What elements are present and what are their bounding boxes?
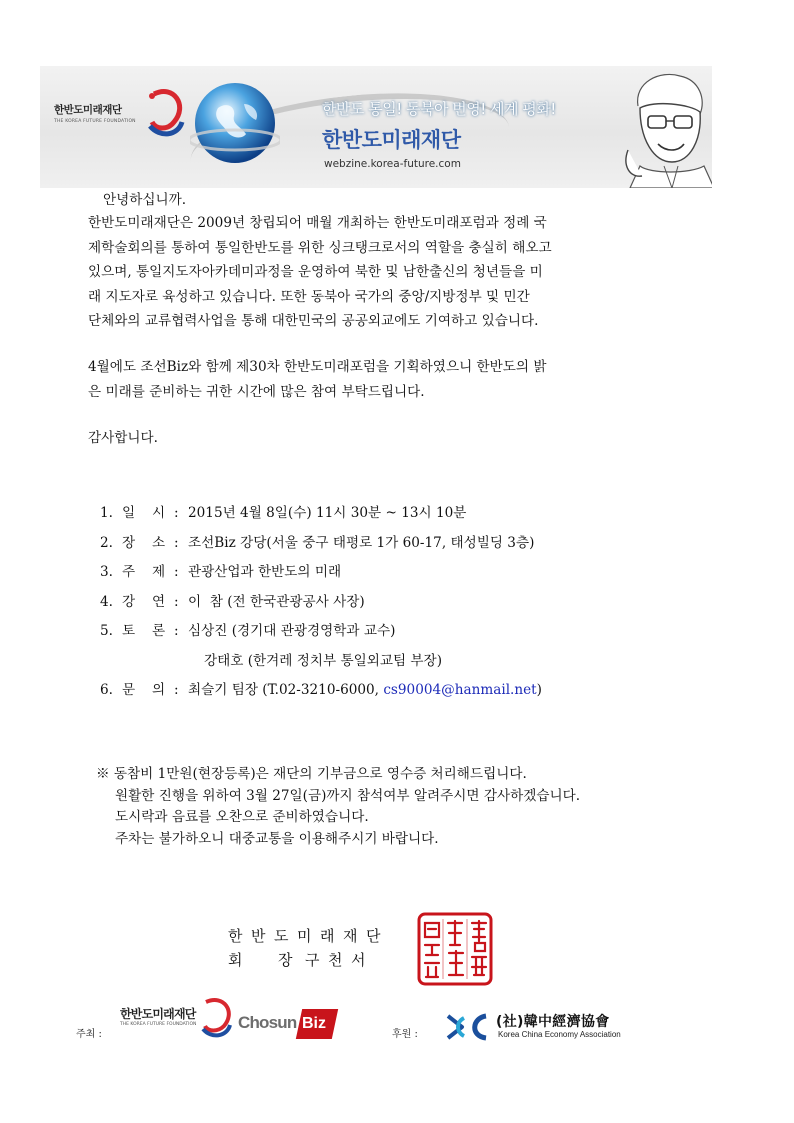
logo-subtitle: THE KOREA FUTURE FOUNDATION [54,119,136,124]
logo-taeguk-icon [144,86,186,142]
signature-title: 회 장 구천서 [228,948,389,972]
intro-line: 래 지도자로 육성하고 있습니다. 또한 동북아 국가의 중앙/지방정부 및 민간 [88,288,530,305]
kcea-logo [446,1010,656,1044]
notes-block [96,764,580,850]
chairman-caricature-icon [620,70,712,188]
detail-row-topic: 3. 주 제 : 관광산업과 한반도의 미래 [100,564,342,580]
banner-foundation-name: 한반도미래재단 [322,128,461,152]
signature-name: 구천서 [305,951,374,969]
chosun-text: Chosun [238,1013,297,1032]
detail-contact-value: 최슬기 팀장 (T.02-3210-6000, [188,682,384,698]
host-label: 주최 : [76,1029,102,1040]
detail-row-date: 1. 일 시 : 2015년 4월 8일(수) 11시 30분 ~ 13시 10분 [100,505,467,521]
banner-url[interactable]: webzine.korea-future.com [324,158,461,170]
kcea-emblem-icon [446,1012,492,1042]
detail-row-venue: 2. 장 소 : 조선Biz 강당(서울 중구 태평로 1가 60-17, 태성빌딩 3층) [100,534,535,551]
detail-date-value: 2015년 4월 8일(수) 11시 30분 ~ 13시 10분 [188,505,467,521]
note-line: 도시락과 음료를 오찬으로 준비하였습니다. [115,809,369,825]
logo-text: 한반도미래재단 [54,104,122,116]
signature-block [228,924,389,972]
note-line: 원활한 진행을 위하여 3월 27일(금)까지 참석여부 알려주시면 감사하겠습니다. [115,787,581,804]
event-details-list [100,501,542,708]
intro-line: 제학술회의를 통하여 통일한반도를 위한 싱크탱크로서의 역할을 충실히 해오고 [88,239,552,256]
detail-row-speaker: 4. 강 연 : 이 참 (전 한국관광공사 사장) [100,593,365,610]
intro-line: 있으며, 통일지도자아카데미과정을 운영하여 북한 및 남한출신의 청년들을 미 [88,264,543,280]
chosun-biz-badge: Biz [296,1009,338,1039]
note-line: 주차는 불가하오니 대중교통을 이용해주시기 바랍니다. [115,830,439,847]
greeting: 안녕하십니까. [103,192,187,208]
closing-thanks: 감사합니다. [88,430,158,446]
detail-row-discussant-2 [100,649,542,679]
header-banner [40,66,712,188]
detail-row-discussion: 5. 토 론 : 심상진 (경기대 관광경영학과 교수) [100,623,396,639]
invitation-line: 4월에도 조선Biz와 함께 제30차 한반도미래포럼을 기획하였으니 한반도의 밝 [88,359,547,375]
foundation-logo [54,86,186,148]
detail-row-contact: 6. 문 의 : 최슬기 팀장 (T.02-3210-6000, cs90004@hanmail.net) [100,682,542,698]
banner-slogan: 한반도 통일! 동북아 번영! 세계 평화! [322,100,556,118]
detail-speaker-value: 이 참 (전 한국관광공사 사장) [188,593,365,610]
intro-line: 한반도미래재단은 2009년 창립되어 매월 개최하는 한반도미래포럼과 정례 국 [88,215,547,231]
chosunbiz-logo [238,1008,338,1040]
sponsor-label: 후원 : [392,1029,418,1040]
note-line: ※ 동참비 1만원(현장등록)은 재단의 기부금으로 영수증 처리해드립니다. [96,766,527,782]
kcea-english-name: Korea China Economy Association [498,1030,621,1039]
intro-line: 단체와의 교류협력사업을 통해 대한민국의 공공외교에도 기여하고 있습니다. [88,313,539,329]
detail-venue-value: 조선Biz 강당(서울 중구 태평로 1가 60-17, 태성빌딩 3층) [188,534,535,551]
detail-discussant2-value: 강태호 (한겨레 정치부 통일외교팀 부장) [204,652,442,669]
invitation-paragraph [88,355,547,404]
detail-discussant-value: 심상진 (경기대 관광경영학과 교수) [188,623,396,639]
host-logo-subtitle: THE KOREA FUTURE FOUNDATION [120,1022,197,1027]
signature-org: 한반도미래재단 [228,927,389,945]
host-logo-taeguk-icon [198,996,234,1040]
host-logo-text: 한반도미래재단 [120,1007,196,1021]
intro-paragraph [88,211,552,334]
contact-email-link[interactable]: cs90004@hanmail.net [383,682,537,698]
globe-icon [190,78,280,168]
host-foundation-logo [118,996,236,1042]
kcea-name: (社)韓中經濟協會 [496,1014,610,1030]
official-seal-stamp [416,911,494,987]
detail-topic-value: 관광산업과 한반도의 미래 [188,564,342,580]
invitation-line: 은 미래를 준비하는 귀한 시간에 많은 참여 부탁드립니다. [88,383,425,400]
